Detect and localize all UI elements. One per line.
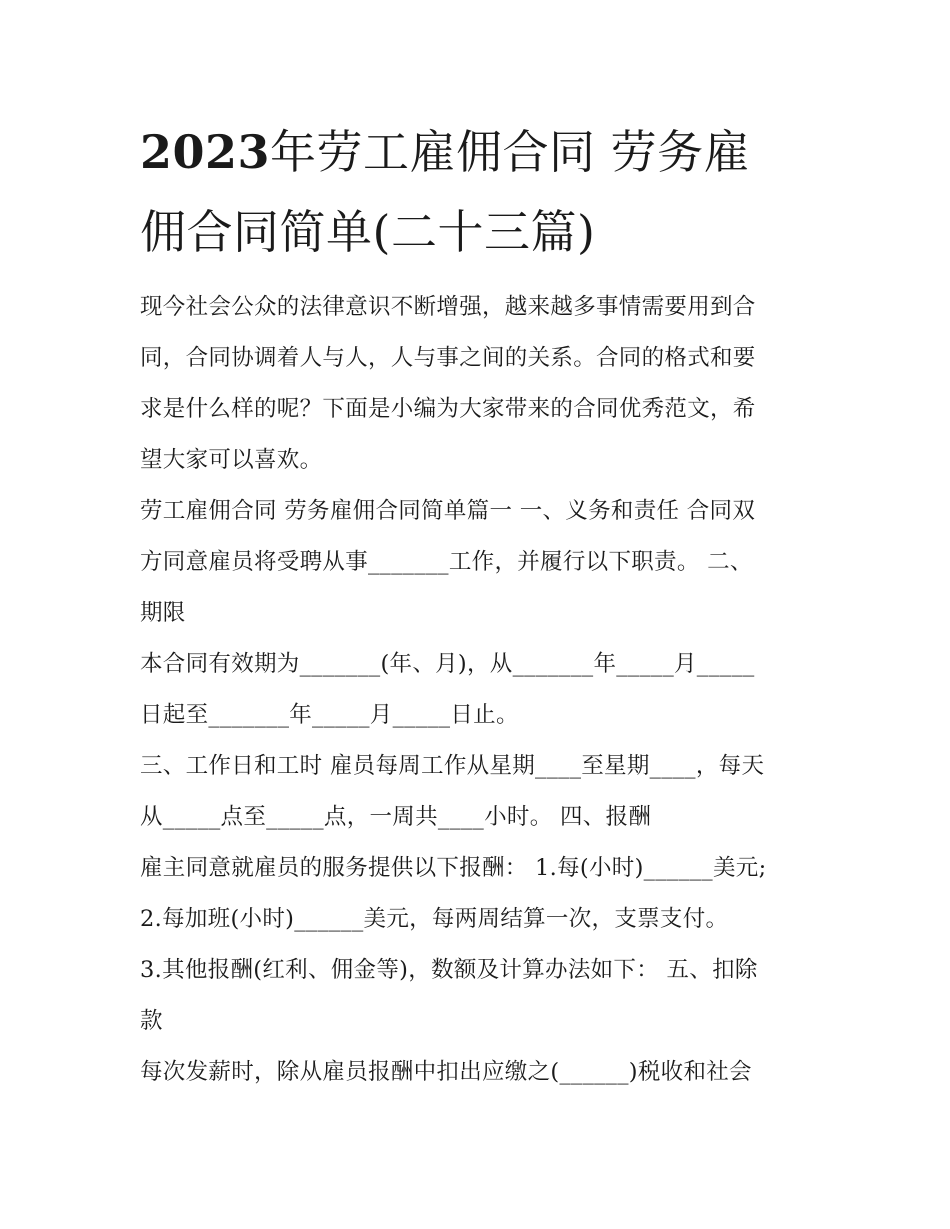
body-line: 雇主同意就雇员的服务提供以下报酬： 1.每(小时)______美元; — [140, 855, 767, 881]
body-line: 期限 — [140, 600, 186, 626]
body-line: 每次发薪时，除从雇员报酬中扣出应缴之(______)税收和社会 — [140, 1059, 752, 1085]
document-title — [140, 112, 820, 272]
body-line: 款 — [140, 1008, 163, 1034]
body-line: 方同意雇员将受聘从事_______工作，并履行以下职责。 二、 — [140, 549, 753, 575]
body-line: 2.每加班(小时)______美元，每两周结算一次，支票支付。 — [140, 906, 729, 932]
title-line-1-text: 年劳工雇佣合同 劳务雇 — [270, 125, 751, 179]
body-line: 三、工作日和工时 雇员每周工作从星期____至星期____，每天 — [140, 753, 765, 779]
body-line: 3.其他报酬(红利、佣金等)，数额及计算办法如下： 五、扣除 — [140, 957, 758, 983]
body-line: 求是什么样的呢？下面是小编为大家带来的合同优秀范文，希 — [140, 396, 756, 422]
document-body — [140, 282, 820, 1098]
title-line-2: 佣合同简单(二十三篇) — [140, 205, 596, 259]
body-line: 本合同有效期为_______(年、月)，从_______年_____月_____ — [140, 651, 755, 677]
title-year: 2023 — [140, 125, 271, 179]
body-line: 劳工雇佣合同 劳务雇佣合同简单篇一 一、义务和责任 合同双 — [140, 498, 756, 524]
body-line: 从_____点至_____点，一周共____小时。 四、报酬 — [140, 804, 652, 830]
body-line: 现今社会公众的法律意识不断增强，越来越多事情需要用到合 — [140, 294, 756, 320]
body-line: 同，合同协调着人与人，人与事之间的关系。合同的格式和要 — [140, 345, 756, 371]
body-line: 日起至_______年_____月_____日止。 — [140, 702, 519, 728]
title-line-1 — [140, 112, 820, 192]
body-line: 望大家可以喜欢。 — [140, 447, 323, 473]
